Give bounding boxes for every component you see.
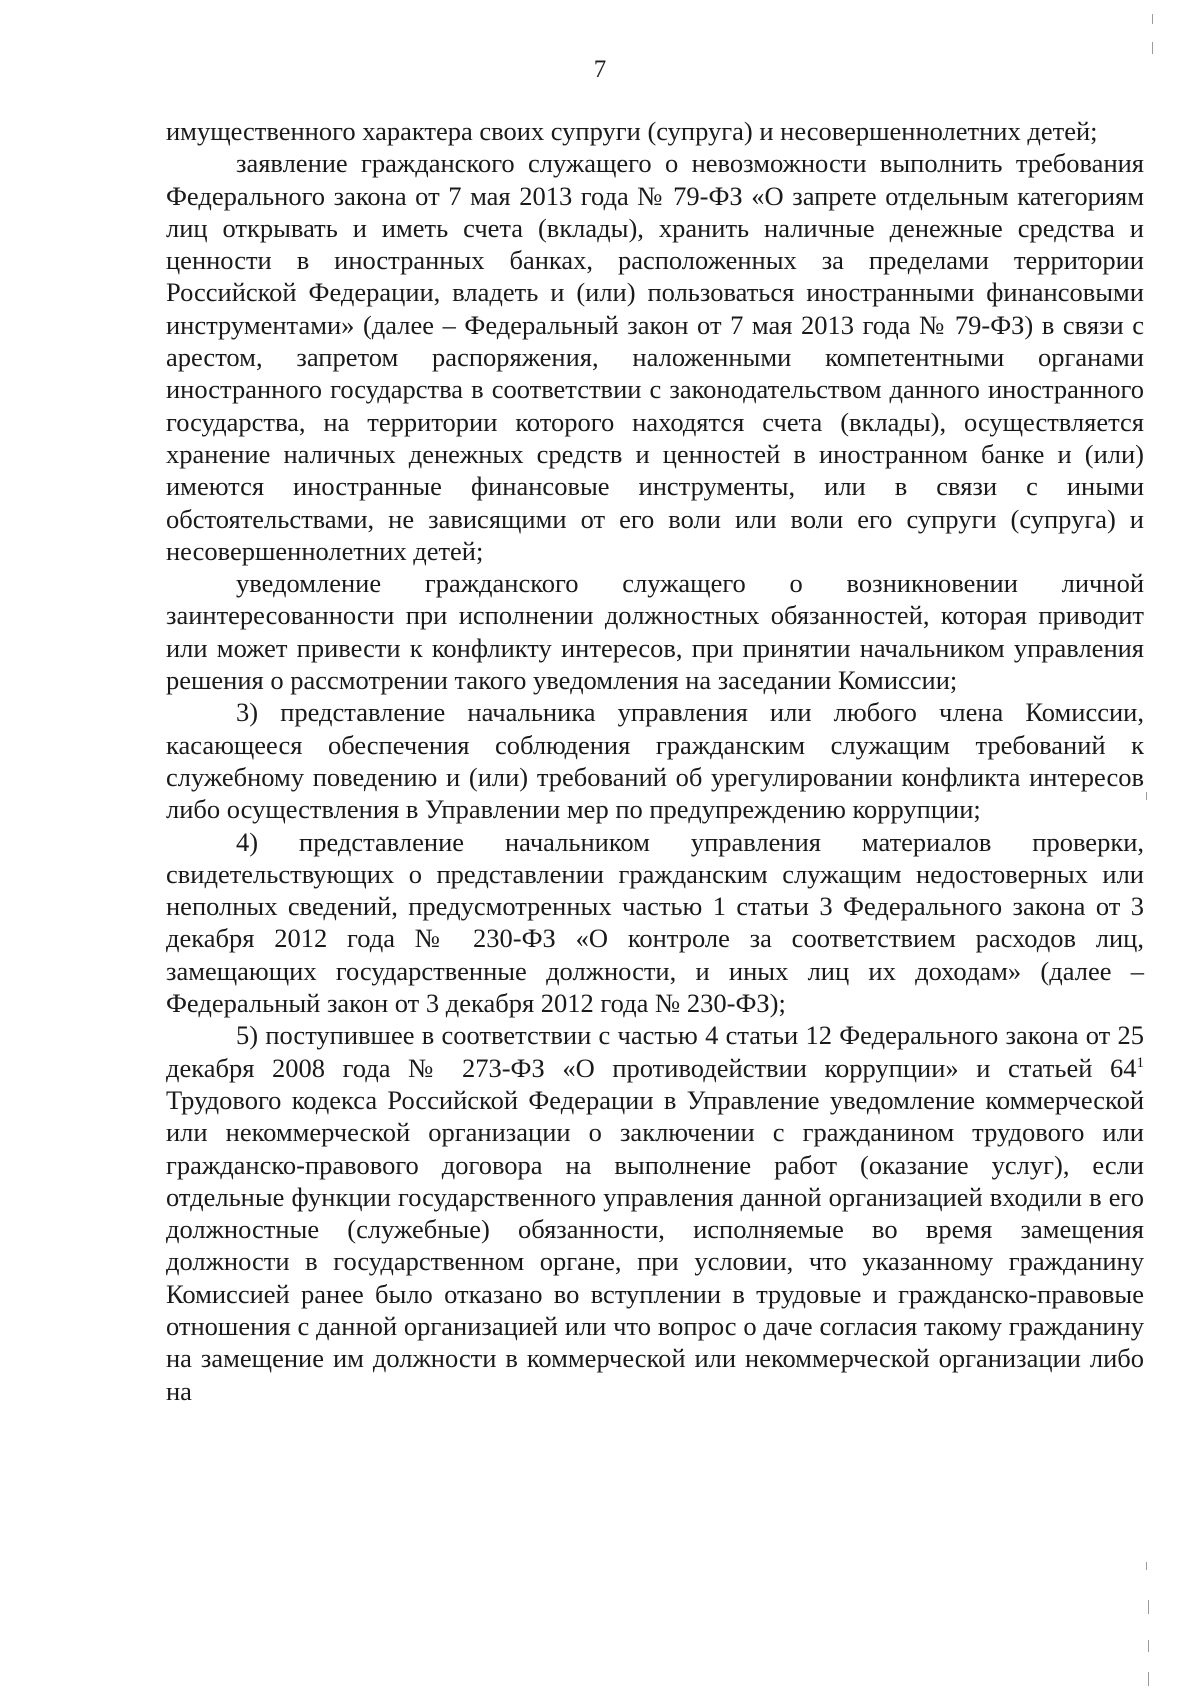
paragraph-item-5-text-a: 5) поступившее в соответствии с частью 4 статьи 12 Федерального закона от 25 декабря 2008 года № 273-ФЗ «О противодействии коррупции» и статьей 64 [166, 1020, 1144, 1083]
scan-artifact [1152, 14, 1153, 24]
page-number: 7 [593, 56, 607, 83]
paragraph-notice-conflict: уведомление гражданского служащего о возникновении личной заинтересованности при исполнении должностных обязанностей, которая приводит или может привести к конфликту интересов, при принятии начальником управления решения о рассмотрении такого уведомления на заседании Комиссии; [166, 568, 1144, 696]
paragraph-continuation: имущественного характера своих супруги (супруга) и несовершеннолетних детей; [166, 116, 1098, 146]
document-body [166, 115, 1144, 1407]
article-superscript: 1 [1136, 1054, 1144, 1071]
scan-artifact [1146, 1562, 1147, 1570]
scan-artifact [1146, 792, 1147, 800]
paragraph-item-5 [166, 1019, 1144, 1407]
scan-artifact [1148, 1640, 1149, 1652]
paragraph-item-5-text-b: Трудового кодекса Российской Федерации в Управление уведомление коммерческой или некоммерческой организации о заключении с гражданином трудового или гражданско-правового договора на выполнение работ (оказание услуг), если отдельные функции государственного управления данной организацией входили в его должностные (служебные) обязанности, исполняемые во время замещения должности в государственном органе, при условии, что указанному гражданину Комиссией ранее было отказано во вступлении в трудовые и гражданско-правовые отношения с данной организацией или что вопрос о даче согласия такому гражданину на замещение им должности в коммерческой или некоммерческой организации либо на [166, 1084, 1144, 1406]
paragraph-statement-79fz: заявление гражданского служащего о невозможности выполнить требования Федерального закона от 7 мая 2013 года № 79-ФЗ «О запрете отдельным категориям лиц открывать и иметь счета (вклады), хранить наличные денежные средства и ценности в иностранных банках, расположенных за пределами территории Российской Федерации, владеть и (или) пользоваться иностранными финансовыми инструментами» (далее – Федеральный закон от 7 мая 2013 года № 79-ФЗ) в связи с арестом, запретом распоряжения, наложенными компетентными органами иностранного государства в соответствии с законодательством данного иностранного государства, на территории которого находятся счета (вклады), осуществляется хранение наличных денежных средств и ценностей в иностранном банке и (или) имеются иностранные финансовые инструменты, или в связи с иными обстоятельствами, не зависящими от его воли или воли его супруги (супруга) и несовершеннолетних детей; [166, 148, 1144, 566]
scan-artifact [1148, 1600, 1149, 1614]
scan-artifact [1152, 42, 1153, 54]
scan-artifact [1148, 1672, 1149, 1686]
paragraph-item-3: 3) представление начальника управления или любого члена Комиссии, касающееся обеспечения соблюдения гражданским служащим требований к служебному поведению и (или) требований об урегулировании конфликта интересов либо осуществления в Управлении мер по предупреждению коррупции; [166, 697, 1144, 825]
paragraph-item-4: 4) представление начальником управления материалов проверки, свидетельствующих о представлении гражданским служащим недостоверных или неполных сведений, предусмотренных частью 1 статьи 3 Федерального закона от 3 декабря 2012 года № 230-ФЗ «О контроле за соответствием расходов лиц, замещающих государственные должности, и иных лиц их доходам» (далее – Федеральный закон от 3 декабря 2012 года № 230-ФЗ); [166, 826, 1144, 1019]
